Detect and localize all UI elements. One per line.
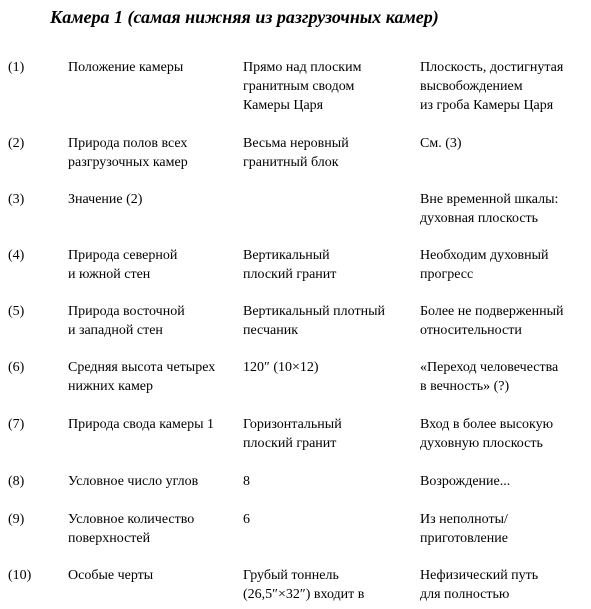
cell-line: Вертикальный [243,248,330,263]
row-description [243,510,418,529]
cell-line: Возрождение... [420,474,511,489]
row-number: (9) [8,512,25,527]
row-parameter [68,510,240,548]
row-number: (10) [8,568,32,583]
row-number: (7) [8,417,25,432]
row-parameter [68,472,240,491]
row-parameter [68,246,240,284]
row-parameter [68,134,240,172]
cell-line: Средняя высота четырех [68,360,216,375]
row-number: (4) [8,248,25,263]
row-meaning [420,472,590,491]
cell-line: плоский гранит [243,436,337,451]
cell-line: Вертикальный плотный [243,304,385,319]
row-description [243,566,418,604]
row-number: (1) [8,60,25,75]
cell-line: Камеры Царя [243,98,324,113]
cell-line: 120″ (10×12) [243,360,319,375]
cell-line: Грубый тоннель [243,568,339,583]
row-meaning [420,58,590,115]
cell-line: Природа свода камеры 1 [68,417,214,432]
cell-line: духовная плоскость [420,211,539,226]
page-title: Камера 1 (самая нижняя из разгрузочных камер) [50,7,439,27]
row-parameter [68,58,240,77]
cell-line: Плоскость, достигнутая [420,60,564,75]
cell-line: для полностью [420,587,510,602]
row-meaning [420,134,590,153]
row-number: (3) [8,192,25,207]
row-meaning [420,302,590,340]
row-meaning [420,566,590,604]
row-parameter [68,190,240,209]
cell-line: Особые черты [68,568,154,583]
cell-line: Более не подверженный [420,304,564,319]
cell-line: из гроба Камеры Царя [420,98,554,113]
cell-line: Природа полов всех [68,136,188,151]
cell-line: Природа северной [68,248,178,263]
row-meaning [420,358,590,396]
row-parameter [68,302,240,340]
cell-line: Необходим духовный [420,248,549,263]
cell-line: высвобождением [420,79,523,94]
row-meaning [420,190,590,228]
cell-line: поверхностей [68,531,151,546]
cell-line: прогресс [420,267,474,282]
cell-line: плоский гранит [243,267,337,282]
cell-line: духовную плоскость [420,436,543,451]
row-parameter [68,415,240,434]
row-description [243,415,418,453]
cell-line: Нефизический путь [420,568,539,583]
row-description [243,358,418,377]
cell-line: относительности [420,323,522,338]
cell-line: Прямо над плоским [243,60,362,75]
cell-line: приготовление [420,531,508,546]
cell-line: Положение камеры [68,60,184,75]
cell-line: в вечность» (?) [420,379,510,394]
row-parameter [68,566,240,585]
cell-line: Условное количество [68,512,195,527]
cell-line: Из неполноты/ [420,512,508,527]
cell-line: «Переход человечества [420,360,559,375]
row-meaning [420,510,590,548]
cell-line: и южной стен [68,267,151,282]
cell-line: Вне временной шкалы: [420,192,559,207]
cell-line: 6 [243,512,250,527]
row-meaning [420,415,590,453]
row-description [243,58,418,115]
cell-line: Природа восточной [68,304,185,319]
row-number: (2) [8,136,25,151]
cell-line: 8 [243,474,250,489]
row-number: (6) [8,360,25,375]
cell-line: Значение (2) [68,192,143,207]
row-description [243,134,418,172]
row-meaning [420,246,590,284]
row-description [243,302,418,340]
cell-line: Весьма неровный [243,136,349,151]
row-description [243,472,418,491]
cell-line: песчаник [243,323,299,338]
cell-line: Вход в более высокую [420,417,554,432]
row-description [243,246,418,284]
cell-line: и западной стен [68,323,163,338]
cell-line: гранитный блок [243,155,339,170]
cell-line: Условное число углов [68,474,199,489]
cell-line: нижних камер [68,379,154,394]
cell-line: гранитным сводом [243,79,355,94]
cell-line: (26,5″×32″) входит в [243,587,365,602]
cell-line: разгрузочных камер [68,155,188,170]
row-number: (5) [8,304,25,319]
cell-line: См. (3) [420,136,462,151]
row-number: (8) [8,474,25,489]
cell-line: Горизонтальный [243,417,342,432]
row-parameter [68,358,240,396]
